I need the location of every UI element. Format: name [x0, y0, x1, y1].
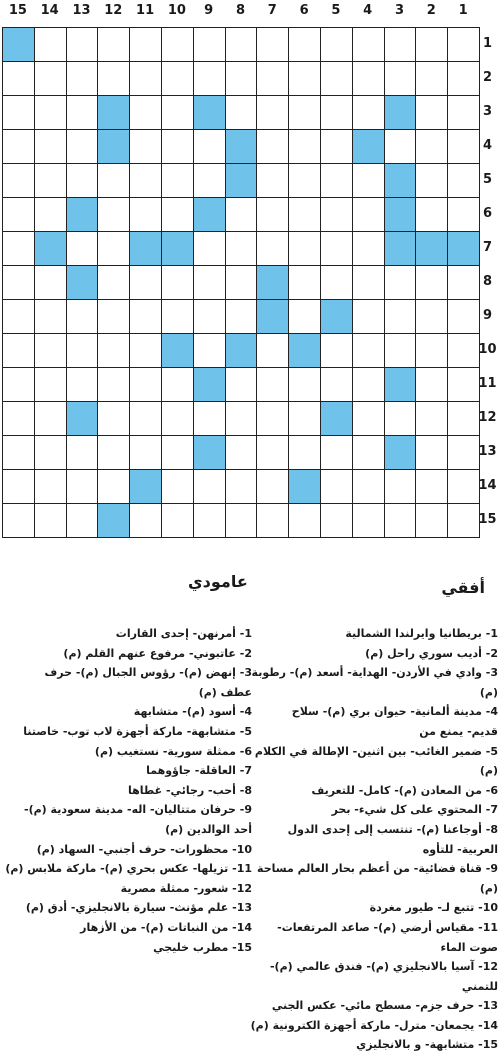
column-number: 9 [204, 3, 214, 18]
grid-cell[interactable] [320, 503, 353, 538]
grid-cell[interactable] [129, 61, 162, 96]
grid-cell[interactable] [288, 265, 321, 300]
grid-cell[interactable] [225, 231, 258, 266]
grid-cell[interactable] [256, 503, 289, 538]
grid-cell[interactable] [320, 129, 353, 164]
grid-cell[interactable] [129, 129, 162, 164]
grid-cell[interactable] [320, 367, 353, 402]
grid-cell[interactable] [161, 95, 194, 130]
black-cell [384, 231, 417, 266]
black-cell [193, 435, 226, 470]
grid-cell[interactable] [129, 367, 162, 402]
grid-cell[interactable] [415, 401, 448, 436]
grid-cell[interactable] [256, 27, 289, 62]
row-number: 8 [482, 274, 493, 289]
across-clue: 13- حرف جزم- مسطح مائي- عكس الجني [271, 999, 498, 1013]
grid-cell[interactable] [97, 469, 130, 504]
grid-cell[interactable] [161, 401, 194, 436]
grid-cell[interactable] [2, 95, 35, 130]
grid-cell[interactable] [225, 299, 258, 334]
grid-cell[interactable] [97, 231, 130, 266]
row-number: 5 [482, 172, 493, 187]
grid-cell[interactable] [415, 435, 448, 470]
grid-cell[interactable] [225, 197, 258, 232]
grid-cell[interactable] [193, 265, 226, 300]
grid-cell[interactable] [129, 197, 162, 232]
black-cell [320, 299, 353, 334]
grid-cell[interactable] [288, 163, 321, 198]
grid-cell[interactable] [415, 333, 448, 368]
column-number: 5 [331, 3, 341, 18]
down-clue: 7- العاقلة- جاؤوهما [146, 764, 252, 778]
grid-cell[interactable] [384, 401, 417, 436]
grid-cell[interactable] [225, 27, 258, 62]
grid-cell[interactable] [320, 333, 353, 368]
black-cell [288, 469, 321, 504]
grid-cell[interactable] [384, 27, 417, 62]
grid-cell[interactable] [320, 163, 353, 198]
grid-cell[interactable] [129, 503, 162, 538]
across-clue: 1- بريطانيا وايرلندا الشمالية [345, 627, 498, 640]
grid-cell[interactable] [352, 503, 385, 538]
column-number: 13 [72, 3, 91, 18]
black-cell [161, 333, 194, 368]
grid-cell[interactable] [415, 503, 448, 538]
grid-cell[interactable] [352, 197, 385, 232]
grid-cell[interactable] [352, 163, 385, 198]
grid-cell[interactable] [161, 299, 194, 334]
grid-cell[interactable] [352, 401, 385, 436]
row-number: 4 [482, 138, 493, 153]
black-cell [415, 231, 448, 266]
across-clue: 4- مدينة ألمانية- حيوان بري (م)- سلاح [291, 705, 498, 719]
grid-cell[interactable] [415, 27, 448, 62]
grid-cell[interactable] [193, 503, 226, 538]
grid-cell[interactable] [193, 163, 226, 198]
grid-cell[interactable] [34, 469, 67, 504]
down-clue: أحد الوالدين (م) [165, 822, 252, 836]
grid-cell[interactable] [66, 61, 99, 96]
grid-cell[interactable] [415, 265, 448, 300]
grid-cell[interactable] [97, 367, 130, 402]
grid-cell[interactable] [256, 61, 289, 96]
grid-cell[interactable] [161, 163, 194, 198]
grid-cell[interactable] [161, 265, 194, 300]
grid-cell[interactable] [161, 27, 194, 62]
grid-cell[interactable] [97, 27, 130, 62]
grid-cell[interactable] [415, 299, 448, 334]
grid-cell[interactable] [384, 61, 417, 96]
down-clue: 4- أسود (م)- متشابهة [133, 705, 252, 719]
down-clue: 12- شعور- ممثلة مصرية [120, 881, 252, 895]
grid-cell[interactable] [288, 231, 321, 266]
row-number: 6 [482, 206, 493, 221]
grid-cell[interactable] [66, 95, 99, 130]
grid-cell[interactable] [384, 299, 417, 334]
grid-cell[interactable] [320, 231, 353, 266]
black-cell [384, 197, 417, 232]
across-clue: 15- متشابهة- و بالانجليزي [356, 1038, 498, 1052]
grid-cell[interactable] [415, 197, 448, 232]
grid-cell[interactable] [193, 469, 226, 504]
grid-cell[interactable] [2, 333, 35, 368]
down-clue: 6- ممثلة سورية- نستغيب (م) [94, 744, 252, 758]
grid-cell[interactable] [320, 265, 353, 300]
grid-cell[interactable] [161, 129, 194, 164]
grid-cell[interactable] [288, 129, 321, 164]
black-cell [225, 163, 258, 198]
black-cell [193, 95, 226, 130]
grid-cell[interactable] [225, 95, 258, 130]
grid-cell[interactable] [161, 367, 194, 402]
grid-cell[interactable] [161, 197, 194, 232]
grid-cell[interactable] [129, 401, 162, 436]
down-clue: 3- إنهض (م)- رؤوس الجبال (م)- حرف [44, 666, 252, 680]
grid-cell[interactable] [384, 469, 417, 504]
grid-cell[interactable] [352, 95, 385, 130]
grid-cell[interactable] [384, 265, 417, 300]
grid-cell[interactable] [66, 27, 99, 62]
grid-cell[interactable] [2, 265, 35, 300]
across-heading: أفقي [441, 578, 485, 597]
black-cell [66, 265, 99, 300]
grid-cell[interactable] [415, 129, 448, 164]
grid-cell[interactable] [129, 27, 162, 62]
across-clue: 11- مقياس أرضي (م)- صاعد المرتفعات- صوت الماء [277, 920, 498, 954]
grid-cell[interactable] [34, 163, 67, 198]
grid-cell[interactable] [2, 231, 35, 266]
grid-cell[interactable] [2, 435, 35, 470]
grid-cell[interactable] [129, 299, 162, 334]
grid-cell[interactable] [193, 401, 226, 436]
grid-cell[interactable] [34, 299, 67, 334]
row-number: 12 [478, 410, 497, 425]
across-clue: 8- أوجاعنا (م)- تنتسب إلى إحدى الدول [287, 822, 498, 836]
grid-cell[interactable] [2, 197, 35, 232]
grid-cell[interactable] [415, 163, 448, 198]
row-number: 11 [478, 376, 497, 391]
grid-cell[interactable] [288, 401, 321, 436]
grid-cell[interactable] [225, 265, 258, 300]
grid-cell[interactable] [161, 61, 194, 96]
grid-cell[interactable] [2, 367, 35, 402]
grid-cell[interactable] [288, 299, 321, 334]
down-clue: 11- تزيلها- عكس بحري (م)- ماركة ملابس (م) [5, 862, 252, 876]
grid-cell[interactable] [129, 265, 162, 300]
black-cell [256, 299, 289, 334]
row-number: 9 [482, 308, 493, 323]
down-clue: 14- من النباتات (م)- من الأزهار [80, 920, 252, 934]
black-cell [384, 367, 417, 402]
black-cell [66, 401, 99, 436]
grid-cell[interactable] [225, 503, 258, 538]
grid-cell[interactable] [256, 231, 289, 266]
grid-cell[interactable] [66, 299, 99, 334]
grid-cell[interactable] [256, 129, 289, 164]
column-number: 11 [136, 3, 155, 18]
column-number: 2 [426, 3, 436, 18]
row-number: 13 [478, 444, 497, 459]
grid-cell[interactable] [193, 61, 226, 96]
down-clue: 9- حرفان متتاليان- اله- مدينة سعودية (م)- [24, 803, 252, 817]
grid-cell[interactable] [129, 163, 162, 198]
grid-cell[interactable] [225, 61, 258, 96]
grid-cell[interactable] [34, 197, 67, 232]
grid-cell[interactable] [97, 61, 130, 96]
grid-cell[interactable] [320, 61, 353, 96]
black-cell [97, 129, 130, 164]
black-cell [97, 95, 130, 130]
grid-cell[interactable] [34, 503, 67, 538]
column-number: 7 [267, 3, 277, 18]
across-clue: العربية- للتأوه [422, 842, 498, 856]
down-heading: عامودي [188, 572, 248, 591]
black-cell [320, 401, 353, 436]
grid-cell[interactable] [193, 231, 226, 266]
grid-cell[interactable] [320, 435, 353, 470]
grid-cell[interactable] [288, 367, 321, 402]
black-cell [129, 469, 162, 504]
column-number: 8 [235, 3, 246, 18]
grid-cell[interactable] [320, 27, 353, 62]
grid-cell[interactable] [66, 163, 99, 198]
black-cell [66, 197, 99, 232]
grid-cell[interactable] [288, 27, 321, 62]
grid-cell[interactable] [320, 197, 353, 232]
grid-cell[interactable] [129, 95, 162, 130]
grid-cell[interactable] [97, 197, 130, 232]
down-clue: 13- علم مؤنث- سيارة بالانجليزي- أدق (م) [25, 901, 252, 915]
grid-cell[interactable] [66, 333, 99, 368]
black-cell [384, 95, 417, 130]
column-number: 6 [299, 3, 309, 18]
across-clue: 7- المحتوي على كل شيء- بحر [331, 803, 498, 817]
grid-cell[interactable] [161, 503, 194, 538]
black-cell [352, 129, 385, 164]
grid-cell[interactable] [66, 503, 99, 538]
grid-cell[interactable] [2, 163, 35, 198]
down-clue: عطف (م) [198, 685, 252, 699]
grid-cell[interactable] [97, 435, 130, 470]
grid-cell[interactable] [256, 95, 289, 130]
across-clue: 9- قناة فضائية- من أعظم بحار العالم مساحة (م) [257, 862, 498, 895]
grid-cell[interactable] [129, 333, 162, 368]
grid-cell[interactable] [193, 129, 226, 164]
grid-cell[interactable] [34, 129, 67, 164]
grid-cell[interactable] [161, 469, 194, 504]
grid-cell[interactable] [34, 265, 67, 300]
grid-cell[interactable] [34, 27, 67, 62]
grid-cell[interactable] [256, 367, 289, 402]
grid-cell[interactable] [352, 265, 385, 300]
grid-cell[interactable] [256, 469, 289, 504]
grid-cell[interactable] [34, 367, 67, 402]
row-number: 15 [478, 512, 497, 527]
grid-cell[interactable] [352, 469, 385, 504]
black-cell [161, 231, 194, 266]
grid-cell[interactable] [256, 163, 289, 198]
across-clue: قديم- يمنع من [419, 724, 498, 738]
down-clue: 5- متشابهة- ماركة أجهزة لاب توب- خاصتنا [23, 724, 252, 738]
black-cell [97, 503, 130, 538]
grid-cell[interactable] [97, 401, 130, 436]
grid-cell[interactable] [320, 95, 353, 130]
grid-cell[interactable] [97, 299, 130, 334]
column-number: 1 [458, 3, 468, 18]
down-clue-list [0, 624, 252, 957]
grid-cell[interactable] [256, 333, 289, 368]
grid-cell[interactable] [384, 333, 417, 368]
black-cell [193, 367, 226, 402]
across-clue-list [250, 624, 498, 1055]
grid-cell[interactable] [2, 61, 35, 96]
grid-cell[interactable] [2, 401, 35, 436]
row-number: 2 [482, 70, 493, 85]
grid-cell[interactable] [352, 435, 385, 470]
grid-cell[interactable] [2, 503, 35, 538]
grid-cell[interactable] [415, 95, 448, 130]
grid-cell[interactable] [352, 333, 385, 368]
black-cell [256, 265, 289, 300]
grid-cell[interactable] [66, 435, 99, 470]
column-number: 14 [40, 3, 59, 18]
across-clue: 14- يجمعان- مترل- ماركة أجهزة الكترونية (م) [250, 1018, 498, 1032]
grid-cell[interactable] [384, 129, 417, 164]
across-clue: 2- أديب سوري راحل (م) [365, 646, 498, 660]
grid-cell[interactable] [256, 197, 289, 232]
grid-cell[interactable] [415, 61, 448, 96]
grid-cell[interactable] [97, 265, 130, 300]
grid-cell[interactable] [97, 163, 130, 198]
grid-cell[interactable] [66, 231, 99, 266]
grid-cell[interactable] [225, 435, 258, 470]
black-cell [34, 231, 67, 266]
grid-cell[interactable] [320, 469, 353, 504]
down-clue: 1- أمرنهن- إحدى القارات [115, 627, 252, 640]
column-number: 12 [104, 3, 123, 18]
across-clue: 12- آسيا بالانجليزي (م)- فندق عالمي (م)- للتمني [269, 960, 498, 993]
row-number: 10 [478, 342, 497, 357]
grid-cell[interactable] [256, 401, 289, 436]
column-number: 15 [8, 3, 27, 18]
grid-cell[interactable] [34, 435, 67, 470]
grid-cell[interactable] [34, 95, 67, 130]
grid-cell[interactable] [288, 197, 321, 232]
down-clue: 15- مطرب خليجي [153, 940, 252, 954]
grid-cell[interactable] [66, 367, 99, 402]
column-number: 4 [363, 3, 373, 18]
down-clue: 10- محظورات- حرف أجنبي- السهاد (م) [36, 842, 252, 856]
grid-cell[interactable] [129, 435, 162, 470]
grid-cell[interactable] [2, 299, 35, 334]
across-clue: 3- وادي في الأردن- الهداية- أسعد (م)- رطوبة (م) [251, 666, 498, 699]
row-number: 3 [482, 104, 493, 119]
grid-cell[interactable] [66, 129, 99, 164]
grid-cell[interactable] [288, 435, 321, 470]
grid-cell[interactable] [161, 435, 194, 470]
crossword-grid [2, 27, 479, 537]
down-clue: 8- أحب- رجائي- غطاها [128, 783, 252, 797]
grid-cell[interactable] [415, 367, 448, 402]
grid-cell[interactable] [193, 299, 226, 334]
grid-cell[interactable] [34, 61, 67, 96]
grid-cell[interactable] [352, 299, 385, 334]
grid-cell[interactable] [352, 231, 385, 266]
grid-cell[interactable] [352, 367, 385, 402]
row-number: 1 [482, 36, 493, 51]
grid-cell[interactable] [288, 61, 321, 96]
grid-cell[interactable] [193, 333, 226, 368]
grid-cell[interactable] [225, 367, 258, 402]
grid-cell[interactable] [415, 469, 448, 504]
grid-cell[interactable] [193, 27, 226, 62]
grid-cell[interactable] [225, 469, 258, 504]
black-cell [225, 333, 258, 368]
column-number: 10 [167, 3, 186, 18]
black-cell [193, 197, 226, 232]
grid-cell[interactable] [288, 503, 321, 538]
grid-cell[interactable] [34, 401, 67, 436]
grid-cell[interactable] [225, 401, 258, 436]
black-cell [384, 163, 417, 198]
grid-cell[interactable] [352, 61, 385, 96]
across-clue: 5- ضمير الغائب- بين اثنين- الإطالة في الكلام (م) [254, 744, 498, 778]
grid-cell[interactable] [97, 333, 130, 368]
row-number: 14 [478, 478, 497, 493]
black-cell [384, 435, 417, 470]
black-cell [225, 129, 258, 164]
grid-cell[interactable] [384, 503, 417, 538]
black-cell [288, 333, 321, 368]
grid-cell[interactable] [352, 27, 385, 62]
across-clue: 6- من المعادن (م)- كامل- للتعريف [311, 783, 498, 797]
grid-cell[interactable] [2, 129, 35, 164]
black-cell [129, 231, 162, 266]
across-clue: 10- تتبع لـ- طيور مغردة [369, 901, 498, 915]
grid-cell[interactable] [34, 333, 67, 368]
grid-cell[interactable] [288, 95, 321, 130]
row-number: 7 [482, 240, 493, 255]
grid-cell[interactable] [2, 469, 35, 504]
down-clue: 2- عاتبوني- مرفوع عنهم القلم (م) [63, 646, 252, 660]
black-cell [2, 27, 35, 62]
grid-cell[interactable] [66, 469, 99, 504]
column-number: 3 [394, 3, 405, 18]
grid-cell[interactable] [256, 435, 289, 470]
